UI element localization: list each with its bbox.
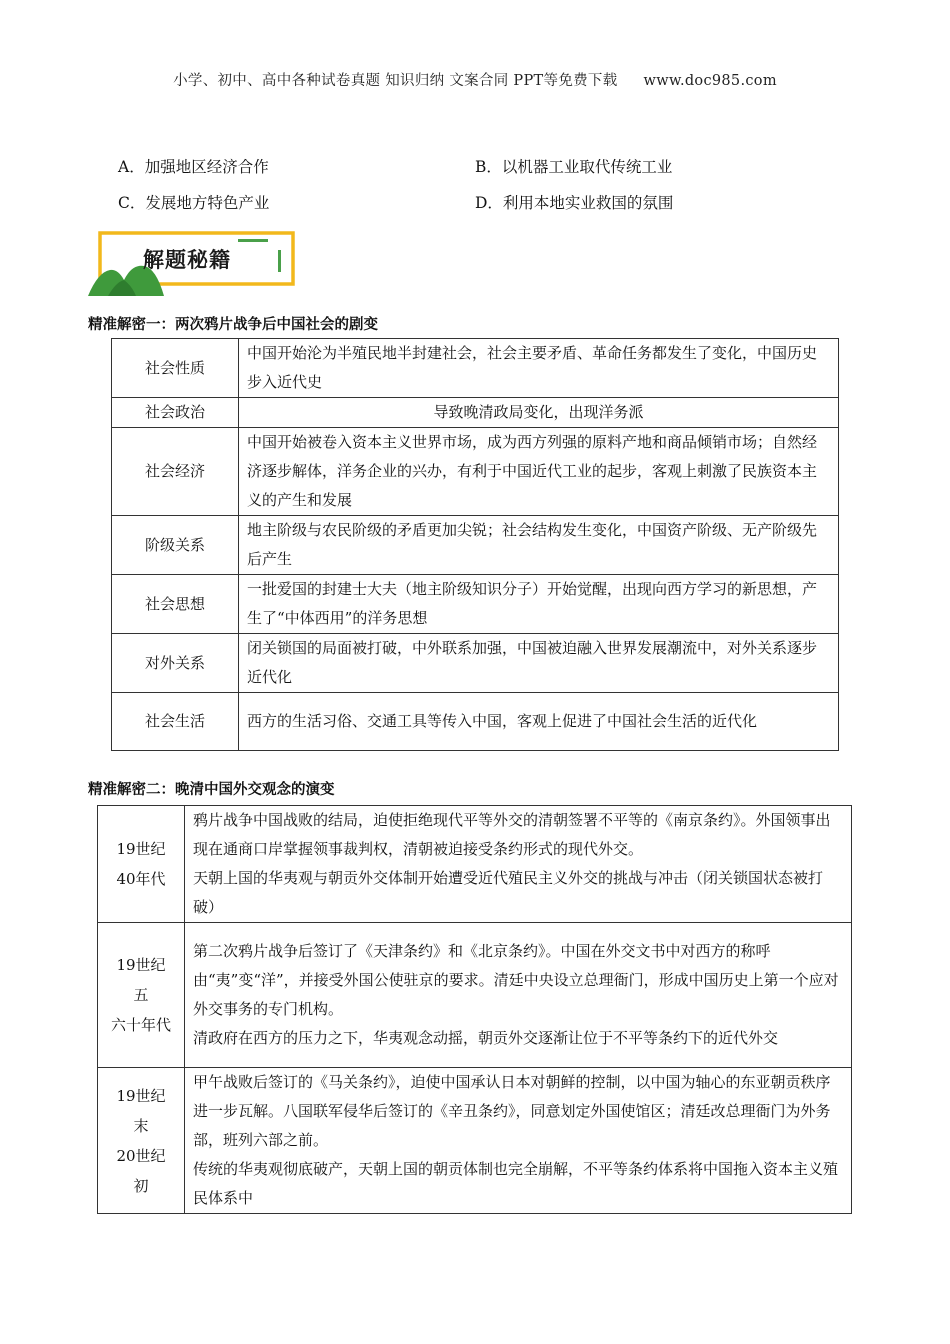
period-cell xyxy=(98,923,185,1068)
row-key: 社会政治 xyxy=(112,398,239,428)
period-cell xyxy=(98,1068,185,1214)
header-text: 小学、初中、高中各种试卷真题 知识归纳 文案合同 PPT等免费下载 xyxy=(173,73,618,89)
row-value: 一批爱国的封建士大夫（地主阶级知识分子）开始觉醒，出现向西方学习的新思想，产生了“中体西用”的洋务思想 xyxy=(239,575,839,634)
period-line: 初 xyxy=(133,1176,149,1195)
option-d[interactable]: D．利用本地实业救国的氛围 xyxy=(475,194,674,212)
diplomacy-evolution-table xyxy=(97,805,852,1214)
row-value: 西方的生活习俗、交通工具等传入中国，客观上促进了中国社会生活的近代化 xyxy=(239,693,839,751)
table-row xyxy=(98,806,852,923)
description-cell xyxy=(185,923,852,1068)
table-row xyxy=(112,398,839,428)
description-paragraph: 天朝上国的华夷观与朝贡外交体制开始遭受近代殖民主义外交的挑战与冲击（闭关锁国状态被打破） xyxy=(193,869,824,916)
row-key: 阶级关系 xyxy=(112,516,239,575)
description-paragraph: 第二次鸦片战争后签订了《天津条约》和《北京条约》。中国在外交文书中对西方的称呼由“夷”变“洋”，并接受外国公使驻京的要求。清廷中央设立总理衙门，形成中国历史上第一个应对外交事务的专门机构。 xyxy=(193,942,839,1018)
period-line: 19世纪 xyxy=(116,1086,166,1105)
description-paragraph: 传统的华夷观彻底破产，天朝上国的朝贡体制也完全崩解，不平等条约体系将中国拖入资本主义殖民体系中 xyxy=(193,1160,839,1207)
row-key: 社会生活 xyxy=(112,693,239,751)
row-value: 导致晚清政局变化，出现洋务派 xyxy=(239,398,839,428)
section2-title: 精准解密二：晚清中国外交观念的演变 xyxy=(88,782,335,798)
option-c[interactable]: C．发展地方特色产业 xyxy=(118,194,270,212)
period-line: 六十年代 xyxy=(110,1016,171,1034)
table-row xyxy=(112,693,839,751)
table-row xyxy=(112,516,839,575)
row-value: 中国开始沦为半殖民地半封建社会，社会主要矛盾、革命任务都发生了变化，中国历史步入近代史 xyxy=(239,339,839,398)
table-row xyxy=(112,634,839,693)
table-row xyxy=(98,1068,852,1214)
row-value: 闭关锁国的局面被打破，中外联系加强，中国被迫融入世界发展潮流中，对外关系逐步近代化 xyxy=(239,634,839,693)
description-paragraph: 清政府在西方的压力之下，华夷观念动摇，朝贡外交逐渐让位于不平等条约下的近代外交 xyxy=(193,1029,779,1047)
period-line: 五 xyxy=(133,986,149,1004)
option-a[interactable]: A．加强地区经济合作 xyxy=(118,158,269,176)
description-cell xyxy=(185,1068,852,1214)
section-banner xyxy=(88,230,298,298)
period-line: 19世纪 xyxy=(116,840,166,858)
period-line: 40年代 xyxy=(116,870,166,888)
description-paragraph: 甲午战败后签订的《马关条约》，迫使中国承认日本对朝鲜的控制，以中国为轴心的东亚朝贡秩序进一步瓦解。八国联军侵华后签订的《辛丑条约》，同意划定外国使馆区；清廷改总理衙门为外务部，班列六部之前。 xyxy=(193,1073,831,1149)
row-key: 社会经济 xyxy=(112,428,239,516)
section1-title: 精准解密一：两次鸦片战争后中国社会的剧变 xyxy=(88,317,378,333)
table-row xyxy=(112,575,839,634)
row-key: 社会性质 xyxy=(112,339,239,398)
row-key: 社会思想 xyxy=(112,575,239,634)
table-row xyxy=(98,923,852,1068)
table-row xyxy=(112,428,839,516)
option-b[interactable]: B．以机器工业取代传统工业 xyxy=(475,158,673,176)
row-value: 中国开始被卷入资本主义世界市场，成为西方列强的原料产地和商品倾销市场；自然经济逐步解体，洋务企业的兴办，有利于中国近代工业的起步，客观上刺激了民族资本主义的产生和发展 xyxy=(239,428,839,516)
period-line: 20世纪 xyxy=(116,1146,166,1165)
period-line: 19世纪 xyxy=(116,956,166,974)
description-paragraph: 鸦片战争中国战败的结局，迫使拒绝现代平等外交的清朝签署不平等的《南京条约》。外国领事出现在通商口岸掌握领事裁判权，清朝被迫接受条约形式的现代外交。 xyxy=(193,811,831,858)
row-key: 对外关系 xyxy=(112,634,239,693)
description-cell xyxy=(185,806,852,923)
period-line: 末 xyxy=(133,1116,149,1135)
banner-title: 解题秘籍 xyxy=(143,248,231,272)
row-value: 地主阶级与农民阶级的矛盾更加尖锐；社会结构发生变化，中国资产阶级、无产阶级先后产生 xyxy=(239,516,839,575)
header-site-link[interactable]: www.doc985.com xyxy=(643,73,777,89)
period-cell xyxy=(98,806,185,923)
table-row xyxy=(112,339,839,398)
society-change-table xyxy=(111,338,839,751)
page-header xyxy=(0,69,950,90)
